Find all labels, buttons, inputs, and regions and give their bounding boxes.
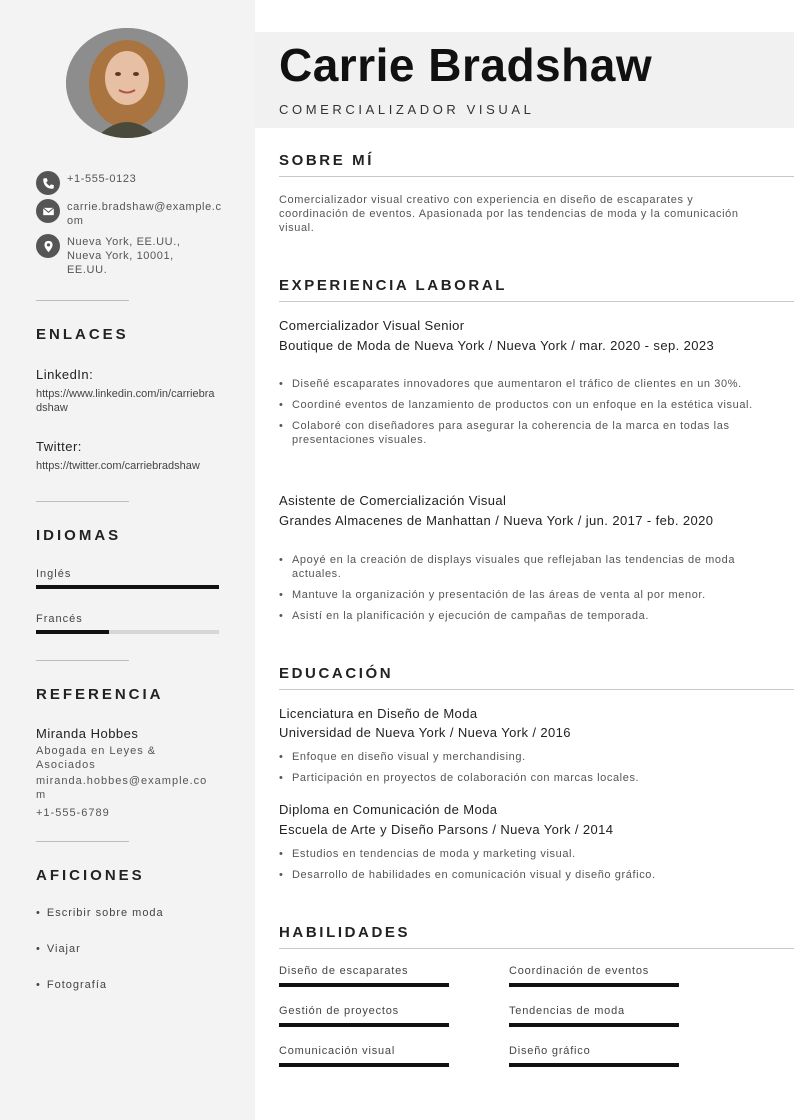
skill-label: Diseño de escaparates <box>279 965 409 977</box>
job-bullets <box>279 377 769 447</box>
profile-photo <box>66 28 188 138</box>
phone-icon <box>36 171 60 195</box>
links-heading: ENLACES <box>36 326 129 343</box>
skill-item <box>279 1005 449 1027</box>
section-divider <box>279 176 794 177</box>
reference-heading: REFERENCIA <box>36 686 164 703</box>
list-item: • Desarrollo de habilidades en comunicación visual y diseño gráfico. <box>279 868 769 882</box>
contact-address <box>36 234 226 277</box>
envelope-icon <box>36 199 60 223</box>
divider <box>36 300 129 301</box>
list-item: • Apoyé en la creación de displays visuales que reflejaban las tendencias de moda actuales. <box>279 553 769 581</box>
education-heading: EDUCACIÓN <box>279 665 394 682</box>
address-text: Nueva York, EE.UU., Nueva York, 10001, EE.UU. <box>67 236 181 276</box>
reference-name: Miranda Hobbes <box>36 726 139 741</box>
degree-school: Universidad de Nueva York / Nueva York / 2016 <box>279 725 571 740</box>
language-level-bar <box>36 630 219 634</box>
job-title: Comercializador Visual Senior <box>279 318 465 333</box>
reference-phone: +1-555-6789 <box>36 807 110 819</box>
avatar <box>66 28 188 138</box>
skill-item <box>509 1045 679 1067</box>
email-text[interactable]: carrie.bradshaw@example.com <box>67 201 222 227</box>
section-divider <box>279 301 794 302</box>
degree-bullets <box>279 847 769 882</box>
languages-heading: IDIOMAS <box>36 527 122 544</box>
degree-bullets <box>279 750 769 785</box>
skill-bar <box>279 1063 449 1067</box>
sidebar <box>0 0 255 1120</box>
job-title-header: COMERCIALIZADOR VISUAL <box>279 102 535 117</box>
skill-label: Tendencias de moda <box>509 1005 625 1017</box>
main-content <box>255 0 794 1120</box>
skill-item <box>279 965 449 987</box>
linkedin-label: LinkedIn: <box>36 367 94 382</box>
skill-label: Gestión de proyectos <box>279 1005 399 1017</box>
contact-email <box>36 199 226 228</box>
list-item: • Mantuve la organización y presentación de las áreas de venta al por menor. <box>279 588 769 602</box>
about-text: Comercializador visual creativo con experiencia en diseño de escaparates y coordinación de eventos. Apasionada por las tendencias de moda y la comunicación visual. <box>279 194 739 234</box>
skill-label: Diseño gráfico <box>509 1045 591 1057</box>
skill-item <box>509 1005 679 1027</box>
hobby-item: • Viajar <box>36 943 81 955</box>
skill-item <box>509 965 679 987</box>
list-item: • Colaboré con diseñadores para asegurar la coherencia de la marca en todas las presentaciones visuales. <box>279 419 769 447</box>
linkedin-link[interactable]: https://www.linkedin.com/in/carriebradshaw <box>36 388 215 414</box>
job-bullets <box>279 553 769 623</box>
person-name: Carrie Bradshaw <box>279 39 653 91</box>
skill-label: Coordinación de eventos <box>509 965 650 977</box>
language-label: Francés <box>36 613 83 625</box>
skill-bar <box>509 1023 679 1027</box>
twitter-label: Twitter: <box>36 439 82 454</box>
divider <box>36 841 129 842</box>
list-item: • Participación en proyectos de colaboración con marcas locales. <box>279 771 769 785</box>
job-title: Asistente de Comercialización Visual <box>279 493 507 508</box>
skill-bar <box>279 983 449 987</box>
contact-phone <box>36 171 226 195</box>
language-level-fill <box>36 585 219 589</box>
job-company: Grandes Almacenes de Manhattan / Nueva York / jun. 2017 - feb. 2020 <box>279 513 714 528</box>
language-label: Inglés <box>36 568 72 580</box>
list-item: • Asistí en la planificación y ejecución de campañas de temporada. <box>279 609 769 623</box>
language-level-bar <box>36 585 219 589</box>
twitter-link[interactable]: https://twitter.com/carriebradshaw <box>36 460 200 472</box>
skill-bar <box>509 1063 679 1067</box>
list-item: • Coordiné eventos de lanzamiento de productos con un enfoque en la estética visual. <box>279 398 769 412</box>
job-company: Boutique de Moda de Nueva York / Nueva York / mar. 2020 - sep. 2023 <box>279 338 715 353</box>
divider <box>36 501 129 502</box>
degree-title: Licenciatura en Diseño de Moda <box>279 706 478 721</box>
reference-role: Abogada en Leyes & Asociados <box>36 745 157 771</box>
experience-heading: EXPERIENCIA LABORAL <box>279 277 508 294</box>
hobby-item: • Fotografía <box>36 979 107 991</box>
skill-bar <box>509 983 679 987</box>
degree-school: Escuela de Arte y Diseño Parsons / Nueva York / 2014 <box>279 822 614 837</box>
phone-text: +1-555-0123 <box>67 173 137 185</box>
section-divider <box>279 689 794 690</box>
list-item: • Diseñé escaparates innovadores que aumentaron el tráfico de clientes en un 30%. <box>279 377 769 391</box>
list-item: • Enfoque en diseño visual y merchandising. <box>279 750 769 764</box>
location-pin-icon <box>36 234 60 258</box>
about-heading: SOBRE MÍ <box>279 152 374 169</box>
section-divider <box>279 948 794 949</box>
degree-title: Diploma en Comunicación de Moda <box>279 802 498 817</box>
hobbies-heading: AFICIONES <box>36 867 145 884</box>
list-item: • Estudios en tendencias de moda y marketing visual. <box>279 847 769 861</box>
hobby-item: • Escribir sobre moda <box>36 907 164 919</box>
skill-bar <box>279 1023 449 1027</box>
language-level-fill <box>36 630 109 634</box>
reference-email[interactable]: miranda.hobbes@example.com <box>36 775 208 801</box>
skills-heading: HABILIDADES <box>279 924 411 941</box>
skill-label: Comunicación visual <box>279 1045 396 1057</box>
skill-item <box>279 1045 449 1067</box>
divider <box>36 660 129 661</box>
